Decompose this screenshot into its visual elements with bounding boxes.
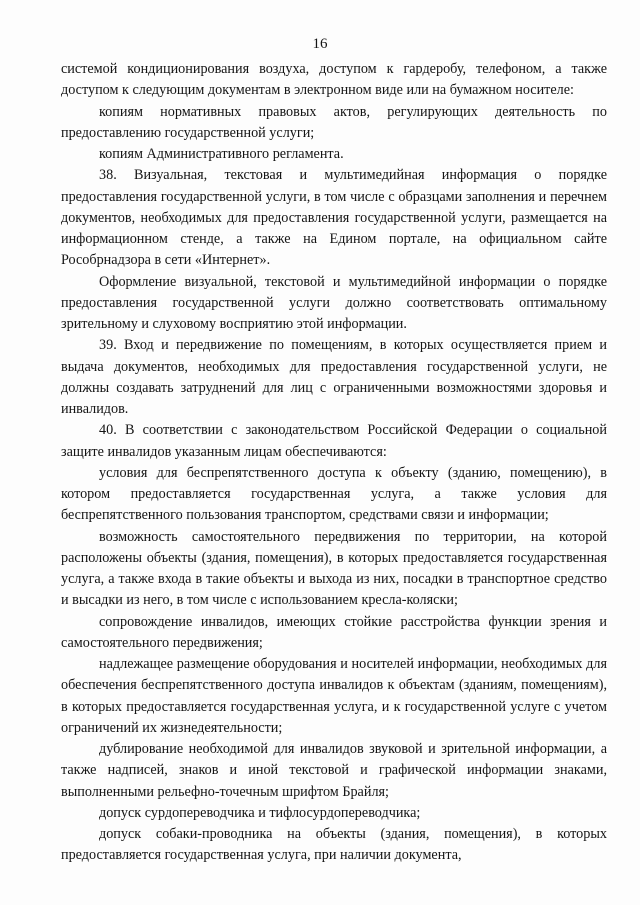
paragraph: Оформление визуальной, текстовой и мультимедийной информации о порядке предоставления государственной услуги должно соответствовать оптимальному зрительному и слуховому восприятию этой информации. (61, 273, 607, 332)
paragraph: 39. Вход и передвижение по помещениям, в которых осуществляется прием и выдача документов, необходимых для предоставления государственной услуги, не должны создавать затруднений для лиц с ограниченными возможностями здоровья и инвалидов. (61, 337, 607, 417)
paragraph: допуск сурдопереводчика и тифлосурдопереводчика; (99, 804, 421, 821)
paragraph: копиям Административного регламента. (99, 146, 344, 162)
paragraph: допуск собаки-проводника на объекты (здания, помещения), в которых предоставляется государственная услуга, при наличии документа, (61, 826, 607, 864)
paragraph-continuation: системой кондиционирования воздуха, доступом к гардеробу, телефоном, а также доступом к следующим документам в электронном виде или на бумажном носителе: (61, 61, 607, 99)
paragraph: условия для беспрепятственного доступа к объекту (зданию, помещению), в котором предоставляется государственная услуга, а также условия для беспрепятственного пользования транспортом, средствами связи и информации; (61, 464, 607, 524)
page-number: 16 (312, 36, 328, 52)
paragraph: 38. Визуальная, текстовая и мультимедийная информация о порядке предоставления государственной услуги, в том числе с образцами заполнения и перечнем документов, необходимых для предоставления государственной услуги, размещается на информационном стенде, а также на Едином портале, на официальном сайте Рособрнадзора в сети «Интернет». (61, 167, 607, 269)
paragraph: копиям нормативных правовых актов, регулирующих деятельность по предоставлению государственной услуги; (61, 103, 607, 141)
paragraph: сопровождение инвалидов, имеющих стойкие расстройства функции зрения и самостоятельного передвижения; (61, 613, 607, 651)
document-body (61, 59, 607, 867)
paragraph: 40. В соответствии с законодательством Российской Федерации о социальной защите инвалидов указанным лицам обеспечиваются: (61, 422, 607, 460)
paragraph: дублирование необходимой для инвалидов звуковой и зрительной информации, а также надписей, знаков и иной текстовой и графической информации знаками, выполненными рельефно-точечным шрифтом Брайля; (61, 741, 607, 800)
paragraph: надлежащее размещение оборудования и носителей информации, необходимых для обеспечения беспрепятственного доступа инвалидов к объектам (зданиям, помещениям), в которых предоставляется государственная услуга, и к государственной услуге с учетом ограничений их жизнедеятельности; (61, 656, 607, 736)
paragraph: возможность самостоятельного передвижения по территории, на которой расположены объекты (здания, помещения), в которых предоставляется государственная услуга, а также входа в такие объекты и выхода из них, посадки в транспортное средство и высадки из него, в том числе с использованием кресла-коляски; (61, 528, 607, 609)
